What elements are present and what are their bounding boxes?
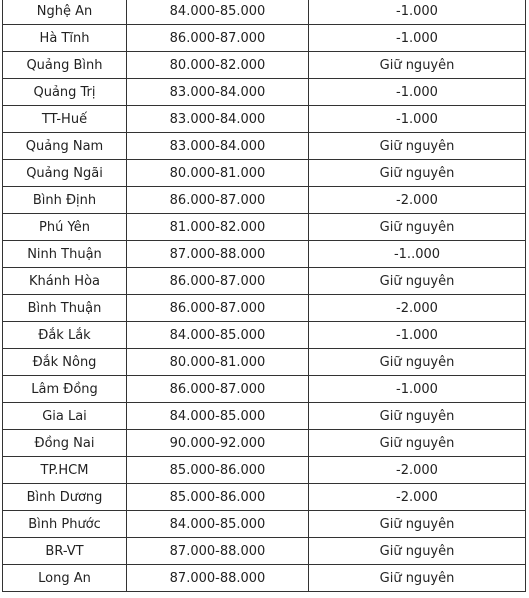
table-row (3, 0, 526, 25)
price-cell: 84.000-85.000 (127, 0, 309, 25)
province-cell: Đắk Lắk (3, 322, 127, 349)
province-cell: Bình Thuận (3, 295, 127, 322)
province-cell: TP.HCM (3, 457, 127, 484)
change-cell: Giữ nguyên (309, 214, 526, 241)
change-cell: Giữ nguyên (309, 133, 526, 160)
price-table (2, 0, 526, 592)
price-cell: 84.000-85.000 (127, 511, 309, 538)
table-row (3, 376, 526, 403)
table-row (3, 457, 526, 484)
price-cell: 86.000-87.000 (127, 25, 309, 52)
price-cell: 85.000-86.000 (127, 484, 309, 511)
table-row (3, 403, 526, 430)
change-cell: Giữ nguyên (309, 52, 526, 79)
table-row (3, 322, 526, 349)
price-cell: 80.000-82.000 (127, 52, 309, 79)
province-cell: Bình Dương (3, 484, 127, 511)
change-cell: Giữ nguyên (309, 268, 526, 295)
province-cell: Quảng Trị (3, 79, 127, 106)
change-cell: -1.000 (309, 79, 526, 106)
price-cell: 87.000-88.000 (127, 538, 309, 565)
table-row (3, 214, 526, 241)
table-row (3, 349, 526, 376)
price-cell: 81.000-82.000 (127, 214, 309, 241)
province-cell: Bình Phước (3, 511, 127, 538)
table-row (3, 295, 526, 322)
table-row (3, 430, 526, 457)
table-row (3, 52, 526, 79)
change-cell: -2.000 (309, 295, 526, 322)
change-cell: -1.000 (309, 322, 526, 349)
table-row (3, 160, 526, 187)
change-cell: -1.000 (309, 0, 526, 25)
price-cell: 86.000-87.000 (127, 376, 309, 403)
table-row (3, 241, 526, 268)
province-cell: Quảng Bình (3, 52, 127, 79)
price-cell: 83.000-84.000 (127, 79, 309, 106)
price-cell: 85.000-86.000 (127, 457, 309, 484)
change-cell: Giữ nguyên (309, 160, 526, 187)
change-cell: Giữ nguyên (309, 430, 526, 457)
province-cell: Quảng Nam (3, 133, 127, 160)
province-cell: Đắk Nông (3, 349, 127, 376)
change-cell: -2.000 (309, 457, 526, 484)
province-cell: Lâm Đồng (3, 376, 127, 403)
change-cell: -1.000 (309, 106, 526, 133)
province-cell: BR-VT (3, 538, 127, 565)
change-cell: -2.000 (309, 187, 526, 214)
table-row (3, 565, 526, 592)
province-cell: Phú Yên (3, 214, 127, 241)
change-cell: -1.000 (309, 376, 526, 403)
change-cell: Giữ nguyên (309, 565, 526, 592)
province-cell: Hà Tĩnh (3, 25, 127, 52)
province-cell: TT-Huế (3, 106, 127, 133)
province-cell: Ninh Thuận (3, 241, 127, 268)
province-cell: Nghệ An (3, 0, 127, 25)
price-cell: 80.000-81.000 (127, 349, 309, 376)
change-cell: -2.000 (309, 484, 526, 511)
change-cell: -1.000 (309, 25, 526, 52)
price-cell: 87.000-88.000 (127, 241, 309, 268)
price-cell: 86.000-87.000 (127, 187, 309, 214)
table-row (3, 268, 526, 295)
table-row (3, 133, 526, 160)
table-row (3, 25, 526, 52)
table-row (3, 106, 526, 133)
table-row (3, 484, 526, 511)
change-cell: Giữ nguyên (309, 511, 526, 538)
change-cell: Giữ nguyên (309, 403, 526, 430)
table-row (3, 511, 526, 538)
province-cell: Long An (3, 565, 127, 592)
price-cell: 84.000-85.000 (127, 403, 309, 430)
province-cell: Bình Định (3, 187, 127, 214)
change-cell: Giữ nguyên (309, 349, 526, 376)
price-cell: 84.000-85.000 (127, 322, 309, 349)
change-cell: Giữ nguyên (309, 538, 526, 565)
province-cell: Khánh Hòa (3, 268, 127, 295)
price-cell: 80.000-81.000 (127, 160, 309, 187)
price-cell: 86.000-87.000 (127, 268, 309, 295)
province-cell: Gia Lai (3, 403, 127, 430)
province-cell: Đồng Nai (3, 430, 127, 457)
price-cell: 87.000-88.000 (127, 565, 309, 592)
price-cell: 83.000-84.000 (127, 133, 309, 160)
table-row (3, 187, 526, 214)
table-row (3, 538, 526, 565)
price-cell: 83.000-84.000 (127, 106, 309, 133)
table-row (3, 79, 526, 106)
change-cell: -1..000 (309, 241, 526, 268)
price-cell: 90.000-92.000 (127, 430, 309, 457)
province-cell: Quảng Ngãi (3, 160, 127, 187)
price-cell: 86.000-87.000 (127, 295, 309, 322)
